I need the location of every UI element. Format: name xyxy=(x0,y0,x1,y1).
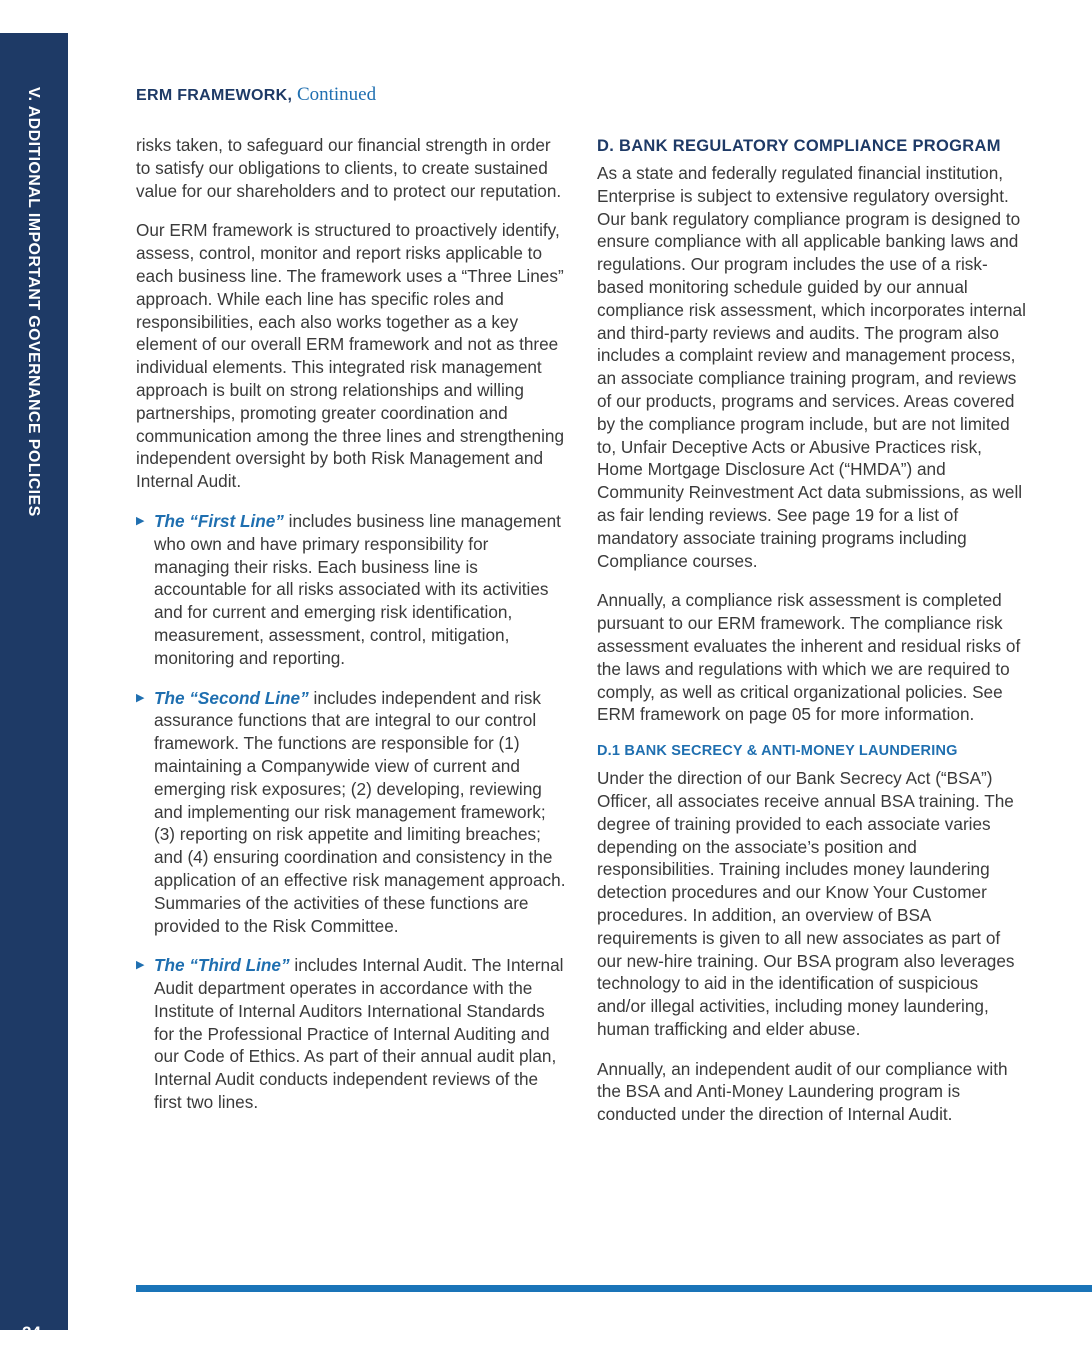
triangle-bullet-icon: ▶ xyxy=(136,691,145,704)
bullet-term: The “Second Line” xyxy=(154,687,309,708)
page-number: 24 xyxy=(22,1323,41,1342)
subsection-heading: D.1 BANK SECRECY & ANTI-MONEY LAUNDERING xyxy=(597,743,958,760)
bullet-text: includes Internal Audit. The Internal Audit department operates in accordance with the Institute of Internal Auditors International Standards for the Professional Practice of Internal Auditing and our Code of Ethics. As part of their annual audit plan, Internal Audit conducts independent reviews of the first two lines. xyxy=(154,955,564,1113)
right-column xyxy=(597,134,1027,1143)
paragraph: Our ERM framework is structured to proactively identify, assess, control, monitor and report risks applicable to each business line. The framework uses a “Three Lines” approach. While each line has specific roles and responsibilities, each also works together as a key element of our overall ERM framework and not as three individual elements. This integrated risk management approach is built on strong relationships and willing partnerships, promoting greater coordination and communication among the three lines and strengthening independent oversight by both Risk Management and Internal Audit. xyxy=(136,220,565,492)
left-column xyxy=(136,134,566,1131)
paragraph: Annually, an independent audit of our compliance with the BSA and Anti-Money Laundering program is conducted under the direction of Internal Audit. xyxy=(597,1058,1008,1125)
bullet-second-line xyxy=(136,687,566,938)
section-title: V. ADDITIONAL IMPORTANT GOVERNANCE POLICIES xyxy=(25,87,42,517)
bullet-term: The “First Line” xyxy=(154,510,284,531)
paragraph: Annually, a compliance risk assessment is completed pursuant to our ERM framework. The compliance risk assessment evaluates the inherent and residual risks of the laws and regulations with which we are required to comply, as well as critical organizational policies. See ERM framework on page 05 for more information. xyxy=(597,590,1021,725)
paragraph: As a state and federally regulated financial institution, Enterprise is subject to extensive regulatory oversight. Our bank regulatory compliance program is designed to ensure compliance with all applicable banking laws and regulations. Our program includes the use of a risk-based monitoring schedule guided by our annual compliance risk assessment, which incorporates internal and third-party reviews and audits. The program also includes a complaint review and management process, an associate compliance training program, and reviews of our products, programs and services. Areas covered by the compliance program include, but are not limited to, Unfair Deceptive Acts or Abusive Practices risk, Home Mortgage Disclosure Act (“HMDA”) and Community Reinvestment Act data submissions, as well as fair lending reviews. See page 19 for a list of mandatory associate training programs including Compliance courses. xyxy=(597,163,1026,571)
section-heading: D. BANK REGULATORY COMPLIANCE PROGRAM xyxy=(597,137,1001,155)
triangle-bullet-icon: ▶ xyxy=(136,514,145,527)
paragraph: risks taken, to safeguard our financial strength in order to satisfy our obligations to clients, to create sustained value for our shareholders and to protect our reputation. xyxy=(136,135,562,201)
footer-rule xyxy=(136,1285,1092,1292)
bullet-term: The “Third Line” xyxy=(154,955,290,976)
bullet-first-line xyxy=(136,510,566,670)
paragraph: Under the direction of our Bank Secrecy Act (“BSA”) Officer, all associates receive annual BSA training. The degree of training provided to each associate varies depending on the associate’s position and responsibilities. Training includes money laundering detection procedures and our Know Your Customer procedures. In addition, an overview of BSA requirements is given to all new associates as part of our new-hire training. Our BSA program also leverages technology to aid in the identification of suspicious and/or illegal activities, including money laundering, human trafficking and elder abuse. xyxy=(597,768,1015,1039)
bullet-text: includes business line management who own and have primary responsibility for managing their risks. Each business line is accountable for all risks associated with its activities and for current and emerging risk identification, measurement, assessment, control, mitigation, monitoring and reporting. xyxy=(154,510,561,668)
page-header xyxy=(136,84,376,106)
header-continued: Continued xyxy=(296,84,377,105)
triangle-bullet-icon: ▶ xyxy=(136,959,145,972)
bullet-text: includes independent and risk assurance functions that are integral to our control framework. The functions are responsible for (1) maintaining a Companywide view of current and emerging risk exposures; (2) developing, reviewing and implementing our risk management framework; (3) reporting on risk appetite and limiting breaches; and (4) ensuring coordination and consistency in the application of an effective risk management approach. Summaries of the activities of these functions are provided to the Risk Committee. xyxy=(154,687,566,936)
sidebar xyxy=(0,33,68,1342)
header-title: ERM FRAMEWORK, xyxy=(136,87,293,104)
bullet-third-line xyxy=(136,954,566,1114)
